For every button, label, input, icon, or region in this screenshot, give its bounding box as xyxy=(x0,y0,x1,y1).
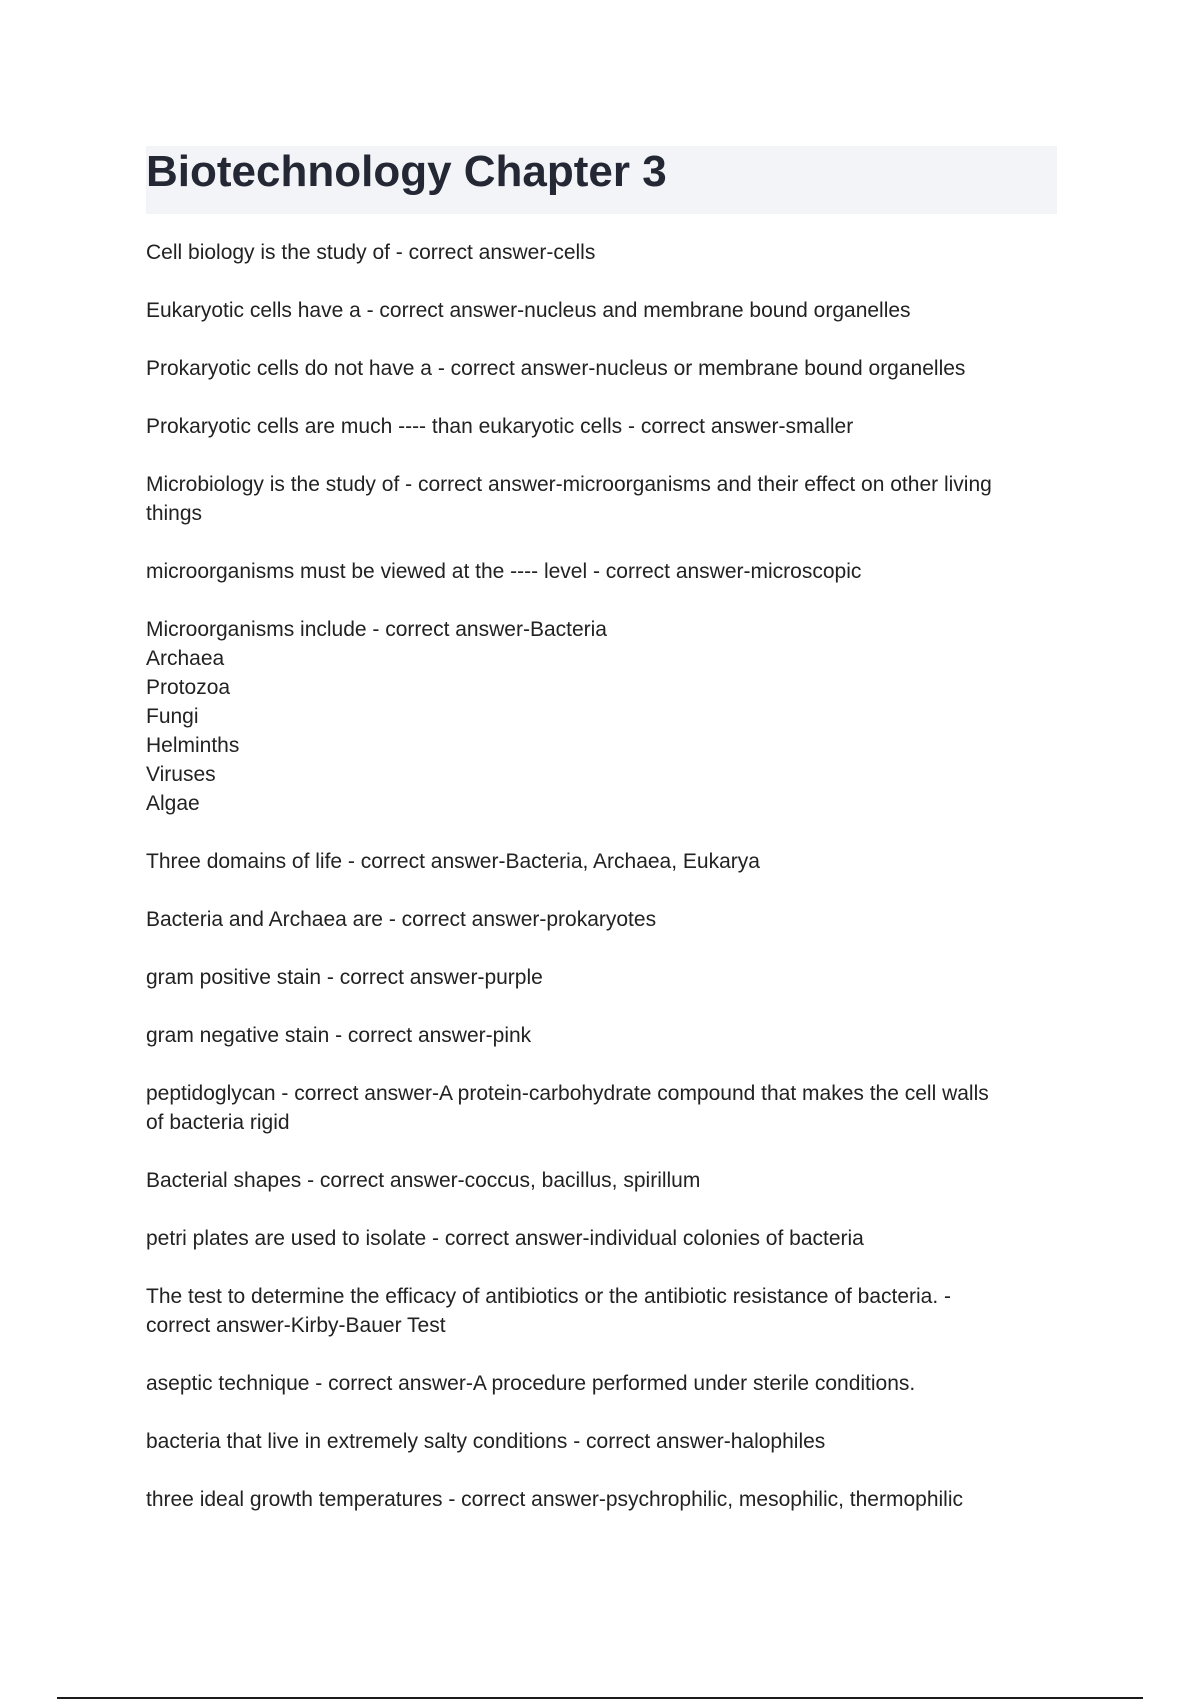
qa-text: Three domains of life - correct answer-Bacteria, Archaea, Eukarya xyxy=(146,850,760,873)
qa-text: Prokaryotic cells are much ---- than eukaryotic cells - correct answer-smaller xyxy=(146,415,854,438)
qa-text: Microorganisms include - correct answer-Bacteria xyxy=(146,618,607,641)
qa-entry xyxy=(146,905,1046,934)
footer-divider xyxy=(57,1697,1143,1699)
qa-text-continuation: Viruses xyxy=(146,763,216,786)
qa-text: petri plates are used to isolate - correct answer-individual colonies of bacteria xyxy=(146,1227,864,1250)
qa-entry xyxy=(146,615,1046,818)
qa-text: gram negative stain - correct answer-pink xyxy=(146,1024,532,1047)
qa-entry xyxy=(146,238,1046,267)
qa-entry xyxy=(146,296,1046,325)
qa-text-continuation: Helminths xyxy=(146,734,240,757)
qa-entry xyxy=(146,1369,1046,1398)
qa-text: The test to determine the efficacy of antibiotics or the antibiotic resistance of bacteria. - xyxy=(146,1285,952,1308)
qa-text: gram positive stain - correct answer-purple xyxy=(146,966,543,989)
page-title: Biotechnology Chapter 3 xyxy=(146,147,667,196)
qa-text: Eukaryotic cells have a - correct answer-nucleus and membrane bound organelles xyxy=(146,299,911,322)
qa-entry xyxy=(146,1079,1046,1137)
qa-text: peptidoglycan - correct answer-A protein-carbohydrate compound that makes the cell walls xyxy=(146,1082,989,1105)
qa-text-continuation: things xyxy=(146,502,203,525)
qa-text: Prokaryotic cells do not have a - correct answer-nucleus or membrane bound organelles xyxy=(146,357,966,380)
qa-entry xyxy=(146,470,1046,528)
qa-entry xyxy=(146,1485,1046,1514)
qa-entry xyxy=(146,1427,1046,1456)
qa-text: Microbiology is the study of - correct answer-microorganisms and their effect on other living xyxy=(146,473,992,496)
qa-entry xyxy=(146,1282,1046,1340)
qa-text: aseptic technique - correct answer-A procedure performed under sterile conditions. xyxy=(146,1372,916,1395)
qa-entry xyxy=(146,412,1046,441)
qa-text: Bacterial shapes - correct answer-coccus, bacillus, spirillum xyxy=(146,1169,701,1192)
qa-entry xyxy=(146,354,1046,383)
qa-text: Cell biology is the study of - correct answer-cells xyxy=(146,241,596,264)
qa-text-continuation: Algae xyxy=(146,792,200,815)
qa-entry xyxy=(146,963,1046,992)
qa-text: bacteria that live in extremely salty conditions - correct answer-halophiles xyxy=(146,1430,826,1453)
qa-entry xyxy=(146,847,1046,876)
qa-entry xyxy=(146,1166,1046,1195)
qa-text: microorganisms must be viewed at the ---- level - correct answer-microscopic xyxy=(146,560,862,583)
qa-text-continuation: of bacteria rigid xyxy=(146,1111,290,1134)
qa-entry xyxy=(146,1224,1046,1253)
qa-text-continuation: Fungi xyxy=(146,705,199,728)
qa-text: Bacteria and Archaea are - correct answer-prokaryotes xyxy=(146,908,657,931)
qa-entry xyxy=(146,557,1046,586)
qa-text-continuation: correct answer-Kirby-Bauer Test xyxy=(146,1314,446,1337)
qa-text-continuation: Archaea xyxy=(146,647,225,670)
qa-entry xyxy=(146,1021,1046,1050)
qa-list xyxy=(146,238,1046,1514)
qa-text: three ideal growth temperatures - correct answer-psychrophilic, mesophilic, thermophilic xyxy=(146,1488,964,1511)
qa-text-continuation: Protozoa xyxy=(146,676,231,699)
